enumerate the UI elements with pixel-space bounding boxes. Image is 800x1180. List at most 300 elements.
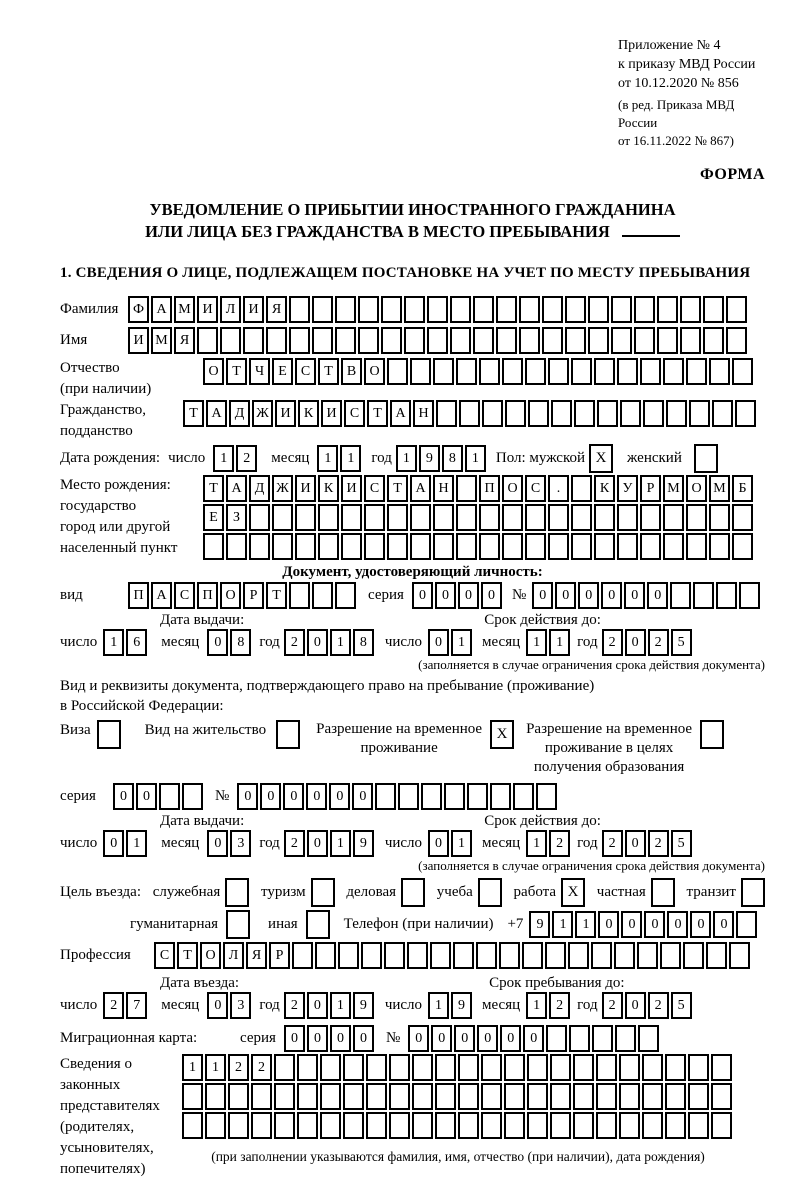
char-box[interactable] (670, 582, 691, 609)
char-box[interactable]: Е (203, 504, 224, 531)
char-box[interactable] (364, 533, 385, 560)
char-box[interactable]: Д (229, 400, 250, 427)
char-box[interactable]: И (295, 475, 316, 502)
char-box[interactable] (573, 1083, 594, 1110)
char-box[interactable] (435, 1054, 456, 1081)
char-box[interactable]: С (295, 358, 316, 385)
char-box[interactable] (663, 358, 684, 385)
char-box[interactable] (312, 327, 333, 354)
char-box[interactable] (312, 582, 333, 609)
char-box[interactable] (686, 504, 707, 531)
char-box[interactable] (542, 327, 563, 354)
char-box[interactable] (640, 533, 661, 560)
char-box[interactable] (412, 1054, 433, 1081)
char-box[interactable]: П (128, 582, 149, 609)
char-box[interactable] (588, 296, 609, 323)
char-box[interactable] (274, 1083, 295, 1110)
char-box[interactable]: 1 (549, 629, 570, 656)
char-box[interactable]: 1 (552, 911, 573, 938)
char-box[interactable]: Я (266, 296, 287, 323)
char-box[interactable] (427, 327, 448, 354)
char-box[interactable] (272, 533, 293, 560)
char-box[interactable] (642, 1054, 663, 1081)
char-box[interactable] (619, 1054, 640, 1081)
char-box[interactable]: И (275, 400, 296, 427)
char-box[interactable]: 1 (330, 629, 351, 656)
char-box[interactable] (689, 400, 710, 427)
char-box[interactable] (640, 358, 661, 385)
char-box[interactable]: 0 (532, 582, 553, 609)
char-box[interactable] (384, 942, 405, 969)
char-box[interactable] (542, 296, 563, 323)
char-box[interactable] (389, 1054, 410, 1081)
char-box[interactable] (522, 942, 543, 969)
char-box[interactable] (450, 296, 471, 323)
char-box[interactable] (343, 1083, 364, 1110)
char-box[interactable]: 8 (353, 629, 374, 656)
char-box[interactable] (688, 1112, 709, 1139)
char-box[interactable] (297, 1083, 318, 1110)
char-box[interactable] (335, 296, 356, 323)
char-box[interactable] (407, 942, 428, 969)
char-box[interactable]: 3 (230, 992, 251, 1019)
char-box[interactable] (617, 504, 638, 531)
char-box[interactable] (596, 1054, 617, 1081)
char-box[interactable] (387, 504, 408, 531)
private-checkbox[interactable] (651, 878, 675, 907)
char-box[interactable] (571, 533, 592, 560)
char-box[interactable]: 8 (230, 629, 251, 656)
char-box[interactable] (726, 327, 747, 354)
char-box[interactable] (421, 783, 442, 810)
char-box[interactable] (433, 358, 454, 385)
char-box[interactable]: М (174, 296, 195, 323)
char-box[interactable] (591, 942, 612, 969)
char-box[interactable]: Т (266, 582, 287, 609)
char-box[interactable]: 2 (648, 830, 669, 857)
char-box[interactable] (481, 1083, 502, 1110)
char-box[interactable] (502, 533, 523, 560)
char-box[interactable] (619, 1083, 640, 1110)
char-box[interactable]: 5 (671, 629, 692, 656)
char-box[interactable] (490, 783, 511, 810)
char-box[interactable] (292, 942, 313, 969)
char-box[interactable] (315, 942, 336, 969)
char-box[interactable] (666, 400, 687, 427)
char-box[interactable]: . (548, 475, 569, 502)
char-box[interactable] (203, 533, 224, 560)
char-box[interactable] (366, 1083, 387, 1110)
char-box[interactable] (726, 296, 747, 323)
char-box[interactable] (249, 504, 270, 531)
char-box[interactable]: 0 (352, 783, 373, 810)
char-box[interactable] (274, 1054, 295, 1081)
char-box[interactable]: И (243, 296, 264, 323)
char-box[interactable] (640, 504, 661, 531)
char-box[interactable]: 0 (458, 582, 479, 609)
char-box[interactable]: 0 (690, 911, 711, 938)
char-box[interactable] (458, 1083, 479, 1110)
char-box[interactable]: 0 (624, 582, 645, 609)
char-box[interactable]: Н (433, 475, 454, 502)
char-box[interactable] (341, 504, 362, 531)
char-box[interactable]: В (341, 358, 362, 385)
char-box[interactable] (436, 400, 457, 427)
char-box[interactable]: 2 (236, 445, 257, 472)
char-box[interactable] (453, 942, 474, 969)
char-box[interactable] (182, 1112, 203, 1139)
char-box[interactable]: О (203, 358, 224, 385)
char-box[interactable]: К (298, 400, 319, 427)
char-box[interactable]: З (226, 504, 247, 531)
char-box[interactable]: 0 (598, 911, 619, 938)
char-box[interactable] (427, 296, 448, 323)
char-box[interactable]: О (686, 475, 707, 502)
char-box[interactable] (565, 296, 586, 323)
char-box[interactable]: 1 (103, 629, 124, 656)
char-box[interactable]: 0 (207, 992, 228, 1019)
char-box[interactable] (433, 533, 454, 560)
char-box[interactable] (499, 942, 520, 969)
char-box[interactable] (615, 1025, 636, 1052)
char-box[interactable] (513, 783, 534, 810)
tourism-checkbox[interactable] (311, 878, 335, 907)
char-box[interactable] (527, 1054, 548, 1081)
char-box[interactable]: 0 (647, 582, 668, 609)
char-box[interactable] (711, 1083, 732, 1110)
char-box[interactable] (732, 358, 753, 385)
char-box[interactable] (467, 783, 488, 810)
char-box[interactable] (620, 400, 641, 427)
char-box[interactable] (479, 358, 500, 385)
char-box[interactable]: 0 (523, 1025, 544, 1052)
char-box[interactable]: 0 (428, 629, 449, 656)
char-box[interactable] (435, 1083, 456, 1110)
char-box[interactable] (525, 358, 546, 385)
char-box[interactable] (739, 582, 760, 609)
char-box[interactable]: 0 (625, 992, 646, 1019)
char-box[interactable]: 0 (207, 830, 228, 857)
char-box[interactable] (387, 358, 408, 385)
char-box[interactable] (665, 1112, 686, 1139)
char-box[interactable]: Т (226, 358, 247, 385)
char-box[interactable] (318, 533, 339, 560)
char-box[interactable]: Т (367, 400, 388, 427)
char-box[interactable] (220, 327, 241, 354)
char-box[interactable] (289, 296, 310, 323)
char-box[interactable]: 0 (136, 783, 157, 810)
char-box[interactable] (505, 400, 526, 427)
char-box[interactable]: М (663, 475, 684, 502)
char-box[interactable] (594, 533, 615, 560)
char-box[interactable] (571, 504, 592, 531)
char-box[interactable] (389, 1112, 410, 1139)
char-box[interactable]: 9 (451, 992, 472, 1019)
char-box[interactable]: 0 (412, 582, 433, 609)
char-box[interactable] (456, 533, 477, 560)
char-box[interactable]: 1 (205, 1054, 226, 1081)
char-box[interactable] (571, 358, 592, 385)
char-box[interactable]: 2 (602, 830, 623, 857)
char-box[interactable] (502, 358, 523, 385)
char-box[interactable] (551, 400, 572, 427)
work-checkbox[interactable]: X (561, 878, 585, 907)
char-box[interactable] (736, 911, 757, 938)
char-box[interactable]: Р (269, 942, 290, 969)
char-box[interactable]: А (206, 400, 227, 427)
char-box[interactable]: 1 (526, 629, 547, 656)
char-box[interactable]: 0 (260, 783, 281, 810)
char-box[interactable]: 0 (625, 830, 646, 857)
char-box[interactable] (251, 1112, 272, 1139)
char-box[interactable]: 1 (428, 992, 449, 1019)
char-box[interactable] (366, 1112, 387, 1139)
residence-permit-checkbox[interactable] (276, 720, 300, 749)
char-box[interactable]: 9 (419, 445, 440, 472)
char-box[interactable]: 2 (228, 1054, 249, 1081)
char-box[interactable] (693, 582, 714, 609)
char-box[interactable]: 1 (330, 992, 351, 1019)
char-box[interactable] (482, 400, 503, 427)
char-box[interactable] (716, 582, 737, 609)
char-box[interactable] (249, 533, 270, 560)
char-box[interactable]: 0 (713, 911, 734, 938)
char-box[interactable]: О (502, 475, 523, 502)
char-box[interactable]: 7 (126, 992, 147, 1019)
char-box[interactable]: 0 (307, 992, 328, 1019)
char-box[interactable] (228, 1112, 249, 1139)
char-box[interactable] (709, 504, 730, 531)
char-box[interactable]: 0 (625, 629, 646, 656)
char-box[interactable]: 0 (428, 830, 449, 857)
char-box[interactable] (519, 327, 540, 354)
char-box[interactable]: 0 (601, 582, 622, 609)
char-box[interactable]: 1 (465, 445, 486, 472)
temp-residence-edu-checkbox[interactable] (700, 720, 724, 749)
char-box[interactable] (536, 783, 557, 810)
char-box[interactable]: Р (640, 475, 661, 502)
char-box[interactable] (597, 400, 618, 427)
char-box[interactable] (320, 1083, 341, 1110)
char-box[interactable] (634, 296, 655, 323)
char-box[interactable]: 0 (454, 1025, 475, 1052)
char-box[interactable]: 0 (284, 1025, 305, 1052)
char-box[interactable]: Р (243, 582, 264, 609)
char-box[interactable] (297, 1112, 318, 1139)
char-box[interactable]: 1 (396, 445, 417, 472)
char-box[interactable] (226, 533, 247, 560)
char-box[interactable]: 0 (113, 783, 134, 810)
char-box[interactable] (159, 783, 180, 810)
char-box[interactable]: 1 (317, 445, 338, 472)
char-box[interactable] (343, 1054, 364, 1081)
char-box[interactable]: 0 (408, 1025, 429, 1052)
business-checkbox[interactable] (401, 878, 425, 907)
char-box[interactable] (574, 400, 595, 427)
char-box[interactable]: П (479, 475, 500, 502)
char-box[interactable] (366, 1054, 387, 1081)
char-box[interactable]: 2 (549, 992, 570, 1019)
char-box[interactable]: 0 (283, 783, 304, 810)
char-box[interactable] (289, 582, 310, 609)
char-box[interactable] (205, 1083, 226, 1110)
char-box[interactable] (502, 504, 523, 531)
char-box[interactable]: 2 (602, 629, 623, 656)
char-box[interactable] (430, 942, 451, 969)
char-box[interactable]: А (390, 400, 411, 427)
char-box[interactable] (456, 504, 477, 531)
char-box[interactable] (274, 1112, 295, 1139)
char-box[interactable] (295, 533, 316, 560)
char-box[interactable] (381, 296, 402, 323)
char-box[interactable] (688, 1083, 709, 1110)
char-box[interactable]: С (154, 942, 175, 969)
char-box[interactable] (312, 296, 333, 323)
char-box[interactable]: 9 (353, 830, 374, 857)
char-box[interactable]: 0 (621, 911, 642, 938)
char-box[interactable]: 0 (329, 783, 350, 810)
char-box[interactable] (596, 1112, 617, 1139)
char-box[interactable] (642, 1083, 663, 1110)
char-box[interactable]: П (197, 582, 218, 609)
char-box[interactable]: 2 (284, 629, 305, 656)
char-box[interactable] (712, 400, 733, 427)
char-box[interactable] (614, 942, 635, 969)
char-box[interactable] (504, 1112, 525, 1139)
char-box[interactable]: 5 (671, 992, 692, 1019)
char-box[interactable] (205, 1112, 226, 1139)
char-box[interactable] (571, 475, 592, 502)
char-box[interactable]: Ж (252, 400, 273, 427)
char-box[interactable]: 1 (575, 911, 596, 938)
char-box[interactable]: 0 (330, 1025, 351, 1052)
char-box[interactable]: Ф (128, 296, 149, 323)
char-box[interactable]: 2 (284, 992, 305, 1019)
male-checkbox[interactable]: X (589, 444, 613, 473)
char-box[interactable] (550, 1054, 571, 1081)
char-box[interactable] (479, 504, 500, 531)
char-box[interactable] (458, 1054, 479, 1081)
char-box[interactable] (729, 942, 750, 969)
char-box[interactable] (680, 327, 701, 354)
char-box[interactable] (568, 942, 589, 969)
other-checkbox[interactable] (306, 910, 330, 939)
char-box[interactable] (496, 327, 517, 354)
char-box[interactable]: И (321, 400, 342, 427)
char-box[interactable] (683, 942, 704, 969)
char-box[interactable]: 1 (451, 830, 472, 857)
char-box[interactable] (709, 533, 730, 560)
char-box[interactable] (433, 504, 454, 531)
char-box[interactable] (527, 1083, 548, 1110)
char-box[interactable] (297, 1054, 318, 1081)
official-checkbox[interactable] (225, 878, 249, 907)
char-box[interactable]: А (226, 475, 247, 502)
char-box[interactable] (458, 1112, 479, 1139)
char-box[interactable]: 1 (451, 629, 472, 656)
char-box[interactable]: У (617, 475, 638, 502)
char-box[interactable] (550, 1112, 571, 1139)
char-box[interactable] (711, 1112, 732, 1139)
char-box[interactable]: 0 (353, 1025, 374, 1052)
char-box[interactable] (320, 1054, 341, 1081)
char-box[interactable]: К (594, 475, 615, 502)
study-checkbox[interactable] (478, 878, 502, 907)
char-box[interactable] (335, 582, 356, 609)
char-box[interactable] (404, 296, 425, 323)
humanitarian-checkbox[interactable] (226, 910, 250, 939)
char-box[interactable] (665, 1083, 686, 1110)
char-box[interactable]: М (151, 327, 172, 354)
char-box[interactable] (444, 783, 465, 810)
char-box[interactable] (665, 1054, 686, 1081)
char-box[interactable] (573, 1112, 594, 1139)
char-box[interactable] (504, 1054, 525, 1081)
char-box[interactable] (272, 504, 293, 531)
char-box[interactable] (525, 533, 546, 560)
char-box[interactable] (289, 327, 310, 354)
char-box[interactable] (481, 1112, 502, 1139)
char-box[interactable] (596, 1083, 617, 1110)
char-box[interactable] (735, 400, 756, 427)
char-box[interactable]: 3 (230, 830, 251, 857)
char-box[interactable]: 0 (307, 830, 328, 857)
char-box[interactable] (569, 1025, 590, 1052)
char-box[interactable]: 6 (126, 629, 147, 656)
char-box[interactable] (481, 1054, 502, 1081)
char-box[interactable] (364, 504, 385, 531)
char-box[interactable] (295, 504, 316, 531)
char-box[interactable] (663, 533, 684, 560)
char-box[interactable] (611, 327, 632, 354)
char-box[interactable] (528, 400, 549, 427)
char-box[interactable] (732, 504, 753, 531)
char-box[interactable] (459, 400, 480, 427)
char-box[interactable] (660, 942, 681, 969)
char-box[interactable] (410, 358, 431, 385)
char-box[interactable] (611, 296, 632, 323)
char-box[interactable]: 0 (307, 629, 328, 656)
char-box[interactable]: 0 (500, 1025, 521, 1052)
char-box[interactable]: 1 (330, 830, 351, 857)
char-box[interactable] (412, 1112, 433, 1139)
char-box[interactable]: 2 (648, 629, 669, 656)
char-box[interactable]: С (364, 475, 385, 502)
char-box[interactable]: И (128, 327, 149, 354)
char-box[interactable] (703, 327, 724, 354)
char-box[interactable] (473, 296, 494, 323)
char-box[interactable]: Л (220, 296, 241, 323)
char-box[interactable] (709, 358, 730, 385)
char-box[interactable] (657, 296, 678, 323)
char-box[interactable]: К (318, 475, 339, 502)
char-box[interactable] (688, 1054, 709, 1081)
char-box[interactable]: М (709, 475, 730, 502)
char-box[interactable] (573, 1054, 594, 1081)
char-box[interactable]: 0 (103, 830, 124, 857)
char-box[interactable] (228, 1083, 249, 1110)
char-box[interactable]: 0 (307, 1025, 328, 1052)
char-box[interactable]: 9 (353, 992, 374, 1019)
char-box[interactable] (550, 1083, 571, 1110)
char-box[interactable]: А (151, 582, 172, 609)
char-box[interactable] (341, 533, 362, 560)
female-checkbox[interactable] (694, 444, 718, 473)
char-box[interactable]: Т (318, 358, 339, 385)
char-box[interactable] (711, 1054, 732, 1081)
char-box[interactable]: О (220, 582, 241, 609)
char-box[interactable] (732, 533, 753, 560)
